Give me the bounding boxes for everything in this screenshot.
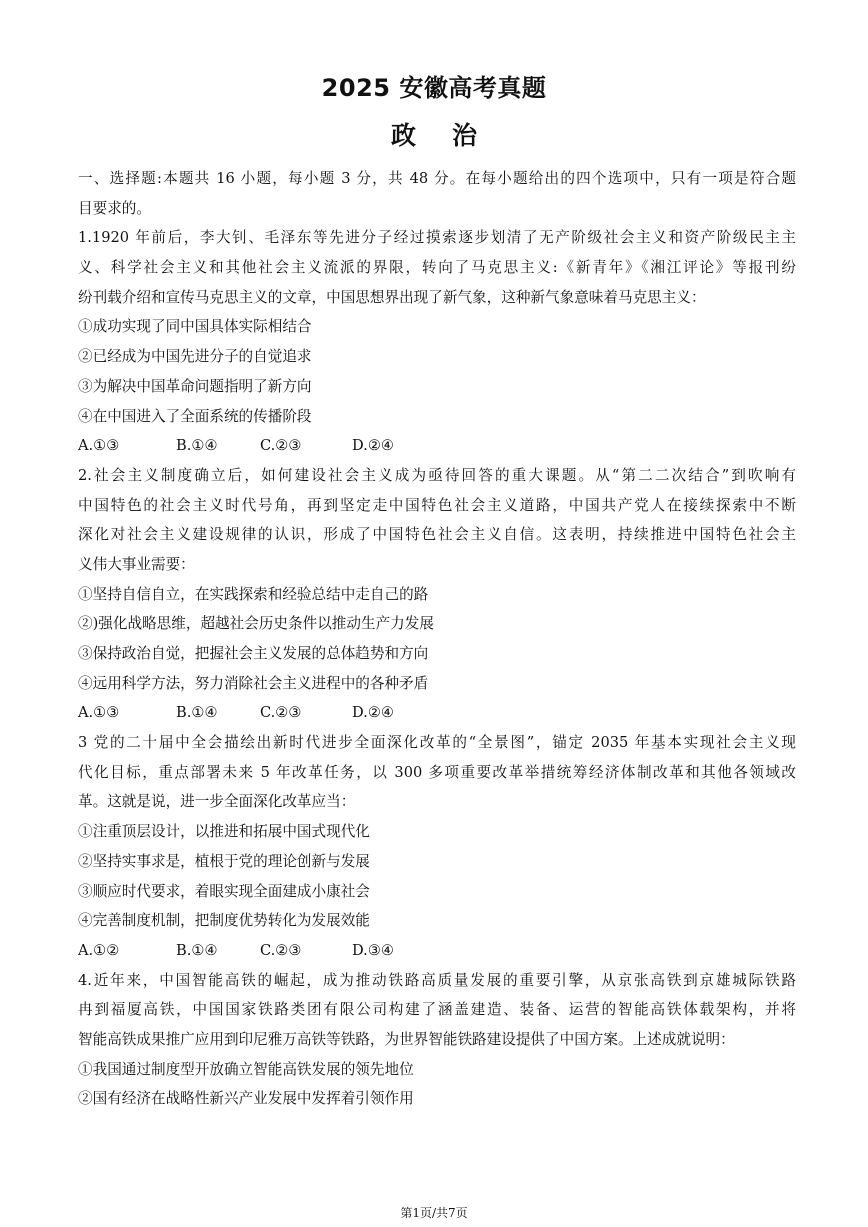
question-stem-line: 智能高铁成果推广应用到印尼雅万高铁等铁路，为世界智能铁路建设提供了中国方案。上述成就说明：	[78, 1030, 735, 1048]
answer-options	[78, 698, 796, 728]
question-stem-line: 2.社会主义制度确立后，如何建设社会主义成为亟待回答的重大课题。从“第二二次结合”到吹响有	[78, 466, 796, 484]
question-stem-line: 3 党的二十届中全会描绘出新时代进步全面深化改革的“全景图”，锚定 2035 年基本实现社会主义现	[78, 734, 796, 752]
page-number: 第1页/共7页	[400, 1206, 468, 1220]
option-d: D.②④	[352, 437, 394, 455]
option-a: A.①③	[78, 437, 120, 455]
option-b: B.①④	[176, 704, 218, 722]
page-title: 2025 安徽高考真题	[321, 74, 547, 102]
question-item: ②)强化战略思维，超越社会历史条件以推动生产力发展	[78, 615, 434, 633]
answer-options	[78, 431, 796, 461]
question-item: ④完善制度机制，把制度优势转化为发展效能	[78, 912, 370, 930]
question-stem-line: 中国特色的社会主义时代号角，再到坚定走中国特色社会主义道路，中国共产党人在接续探索中不断	[78, 496, 796, 514]
subject-heading: 政治	[390, 121, 513, 150]
answer-options	[78, 936, 796, 966]
option-c: C.②③	[260, 437, 302, 455]
question-stem-line: 革。这就是说，进一步全面深化改革应当：	[78, 793, 356, 811]
question-item: ②坚持实事求是，植根于党的理论创新与发展	[78, 852, 370, 870]
question-stem-line: 义、科学社会主义和其他社会主义流派的界限，转向了马克思主义:《新青年》《湘江评论》等报刊纷	[78, 259, 796, 277]
question-item: ④远用科学方法，努力消除社会主义进程中的各种矛盾	[78, 674, 429, 692]
question-item: ①坚持自信自立，在实践探索和经验总结中走自己的路	[78, 585, 429, 603]
question-item: ①注重顶层设计，以推进和拓展中国式现代化	[78, 823, 370, 841]
question-stem-line: 义伟大事业需要：	[78, 555, 195, 573]
section-intro-line: 一、选择题:本题共 16 小题，每小题 3 分，共 48 分。在每小题给出的四个选项中，只有一项是符合题	[78, 170, 796, 187]
option-c: C.②③	[260, 941, 302, 959]
question-item: ③保持政治自觉，把握社会主义发展的总体趋势和方向	[78, 645, 429, 662]
question-stem-line: 代化目标，重点部署未来 5 年改革任务，以 300 多项重要改革举措统筹经济体制改革和其他各领域改	[78, 763, 796, 781]
option-a: A.①③	[78, 704, 120, 722]
option-b: B.①④	[176, 437, 218, 455]
question-item: ①成功实现了同中国具体实际相结合	[78, 318, 312, 336]
question-stem-line: 冉到福厦高铁，中国国家铁路类团有限公司构建了涵盖建造、装备、运营的智能高铁体载架构，并将	[78, 1001, 796, 1019]
option-d: D.③④	[352, 941, 394, 959]
question-3	[78, 728, 796, 966]
option-a: A.①②	[78, 941, 120, 959]
option-d: D.②④	[352, 704, 394, 722]
question-2	[78, 461, 796, 728]
question-stem-line: 4.近年来，中国智能高铁的崛起，成为推动铁路高质量发展的重要引擎，从京张高铁到京雄城际铁路	[78, 971, 796, 989]
question-item: ④在中国进入了全面系统的传播阶段	[78, 407, 312, 425]
question-item: ①我国通过制度型开放确立智能高铁发展的领先地位	[78, 1060, 414, 1078]
question-stem-line: 纷刊载介绍和宣传马克思主义的文章，中国思想界出现了新气象，这种新气象意味着马克思主义：	[78, 288, 706, 306]
question-4	[78, 966, 796, 1114]
option-c: C.②③	[260, 704, 302, 722]
question-item: ②已经成为中国先进分子的自觉追求	[78, 348, 312, 366]
question-stem-line: 深化对社会主义建设规律的认识，形成了中国特色社会主义自信。这表明，持续推进中国特色社会主	[78, 526, 796, 544]
question-item: ③顺应时代要求，着眼实现全面建成小康社会	[78, 882, 370, 900]
question-item: ③为解决中国革命问题指明了新方向	[78, 377, 312, 395]
option-b: B.①④	[176, 941, 218, 959]
section-intro-line: 目要求的。	[78, 199, 151, 217]
question-stem-line: 1.1920 年前后，李大钊、毛泽东等先进分子经过摸索逐步划清了无产阶级社会主义和资产阶级民主主	[78, 229, 796, 247]
exam-content	[78, 164, 796, 1114]
question-1	[78, 223, 796, 461]
question-item: ②国有经济在战略性新兴产业发展中发挥着引领作用	[78, 1090, 414, 1108]
